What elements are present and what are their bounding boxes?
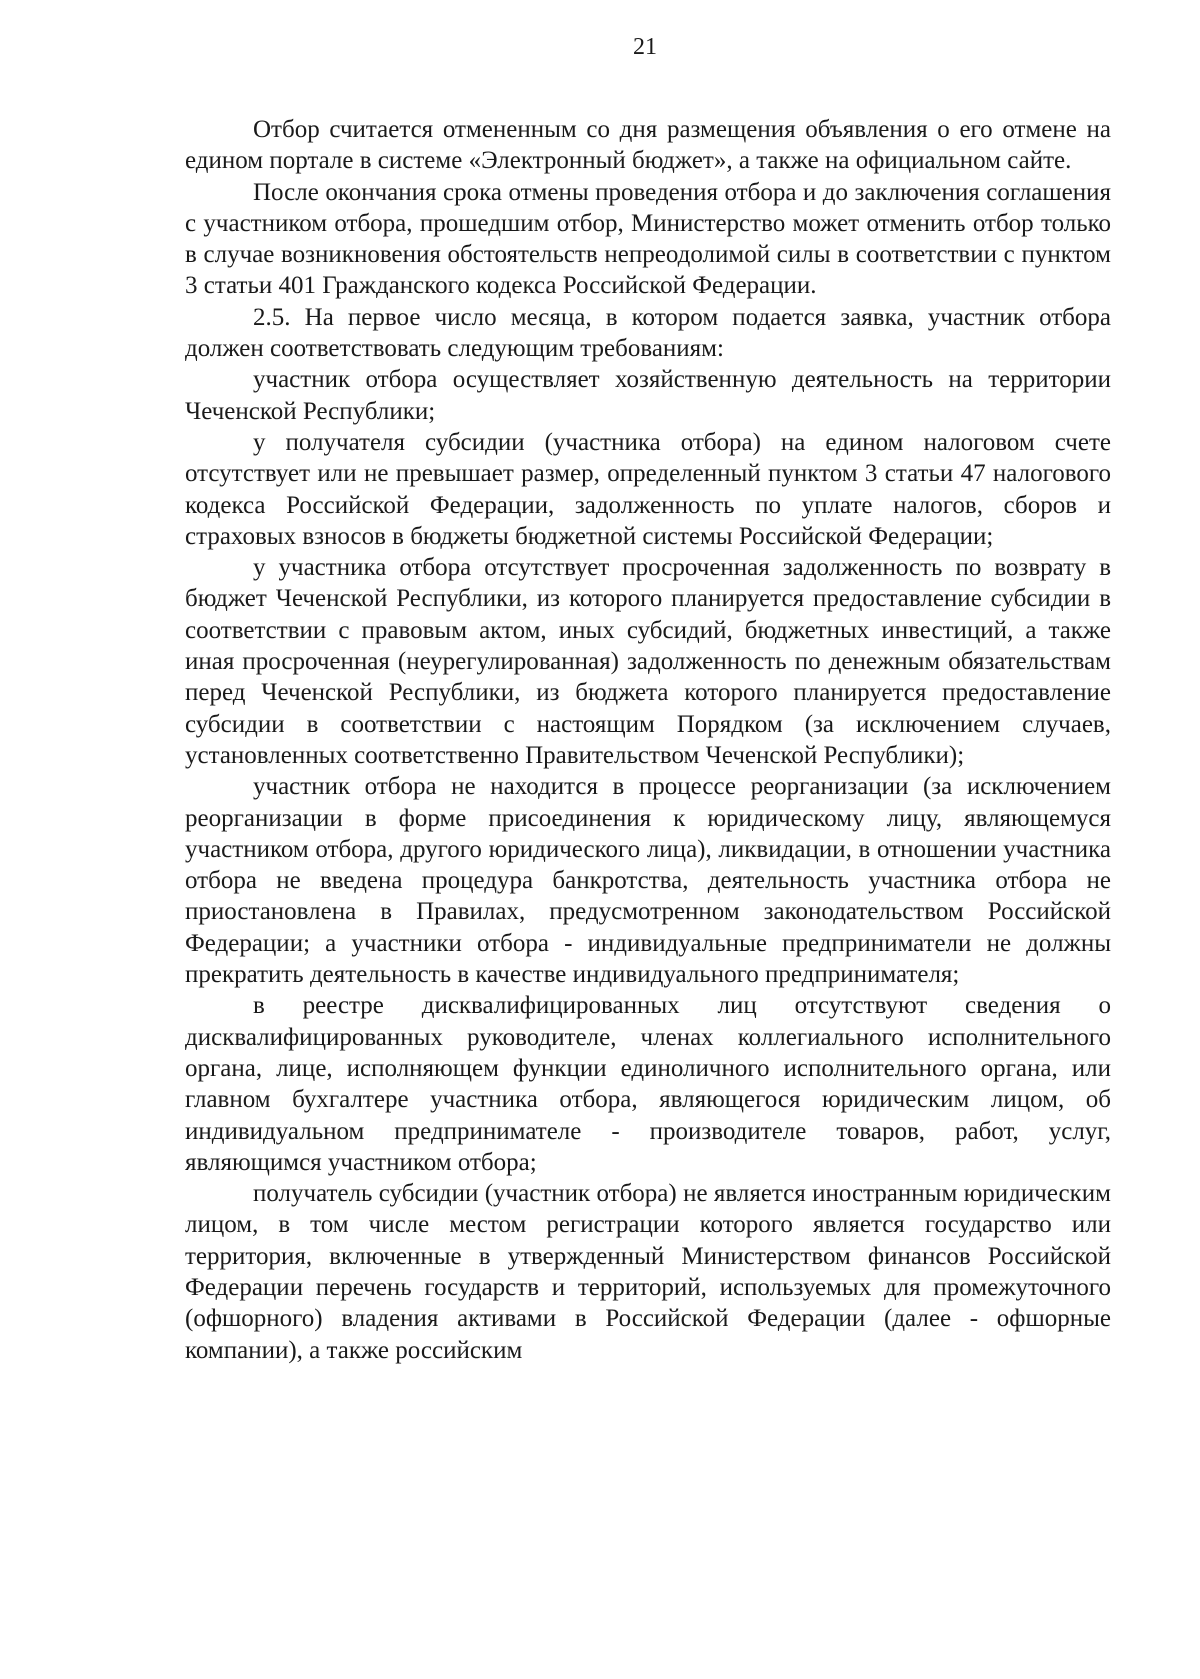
paragraph-selection-cancelled: Отбор считается отмененным со дня размещения объявления о его отмене на едином портале в системе «Электронный бюджет», а также на официальном сайте. (185, 116, 1111, 175)
paragraph-requirement-reorganization: участник отбора не находится в процессе реорганизации (за исключением реорганизации в форме присоединения к юридическому лицу, являющемуся участником отбора, другого юридического лица), ликвидации, в отношении участника отбора не введена процедура банкротства, деятельность участника отбора не приостановлена в Правилах, предусмотренном законодательством Российской Федерации; а участники отбора - индивидуальные предприниматели не должны прекратить деятельность в качестве индивидуального предпринимателя; (185, 773, 1111, 989)
paragraph-force-majeure: После окончания срока отмены проведения отбора и до заключения соглашения с участником отбора, прошедшим отбор, Министерство может отменить отбор только в случае возникновения обстоятельств непреодолимой силы в соответствии с пунктом 3 статьи 401 Гражданского кодекса Российской Федерации. (185, 178, 1111, 300)
paragraph-requirement-budget-debt: у участника отбора отсутствует просроченная задолженность по возврату в бюджет Чеченской Республики, из которого планируется предоставление субсидии в соответствии с правовым актом, иных субсидий, бюджетных инвестиций, а также иная просроченная (неурегулированная) задолженность по денежным обязательствам перед Чеченской Республики, из бюджета которого планируется предоставление субсидии в соответствии с настоящим Порядком (за исключением случаев, установленных соответственно Правительством Чеченской Республики); (185, 554, 1111, 769)
paragraph-requirement-disqualified: в реестре дисквалифицированных лиц отсутствуют сведения о дисквалифицированных руководителе, членах коллегиального исполнительного органа, лице, исполняющем функции единоличного исполнительного органа, или главном бухгалтере участника отбора, являющегося юридическим лицом, об индивидуальном предпринимателе - производителе товаров, работ, услуг, являющимся участником отбора; (185, 992, 1111, 1176)
paragraph-requirement-offshore: получатель субсидии (участник отбора) не является иностранным юридическим лицом, в том числе местом регистрации которого является государство или территория, включенные в утвержденный Министерством финансов Российской Федерации перечень государств и территорий, используемых для промежуточного (офшорного) владения активами в Российской Федерации (далее - офшорные компании), а также российским (185, 1180, 1111, 1364)
paragraph-requirements-intro: 2.5. На первое число месяца, в котором подается заявка, участник отбора должен соответствовать следующим требованиям: (185, 303, 1111, 363)
document-body (185, 114, 1111, 1366)
paragraph-requirement-territory: участник отбора осуществляет хозяйственную деятельность на территории Чеченской Республики; (185, 366, 1111, 425)
page-number: 21 (633, 34, 657, 60)
paragraph-requirement-tax-debt: у получателя субсидии (участника отбора) на едином налоговом счете отсутствует или не превышает размер, определенный пунктом 3 статьи 47 налогового кодекса Российской Федерации, задолженность по уплате налогов, сборов и страховых взносов в бюджеты бюджетной системы Российской Федерации; (185, 428, 1111, 550)
